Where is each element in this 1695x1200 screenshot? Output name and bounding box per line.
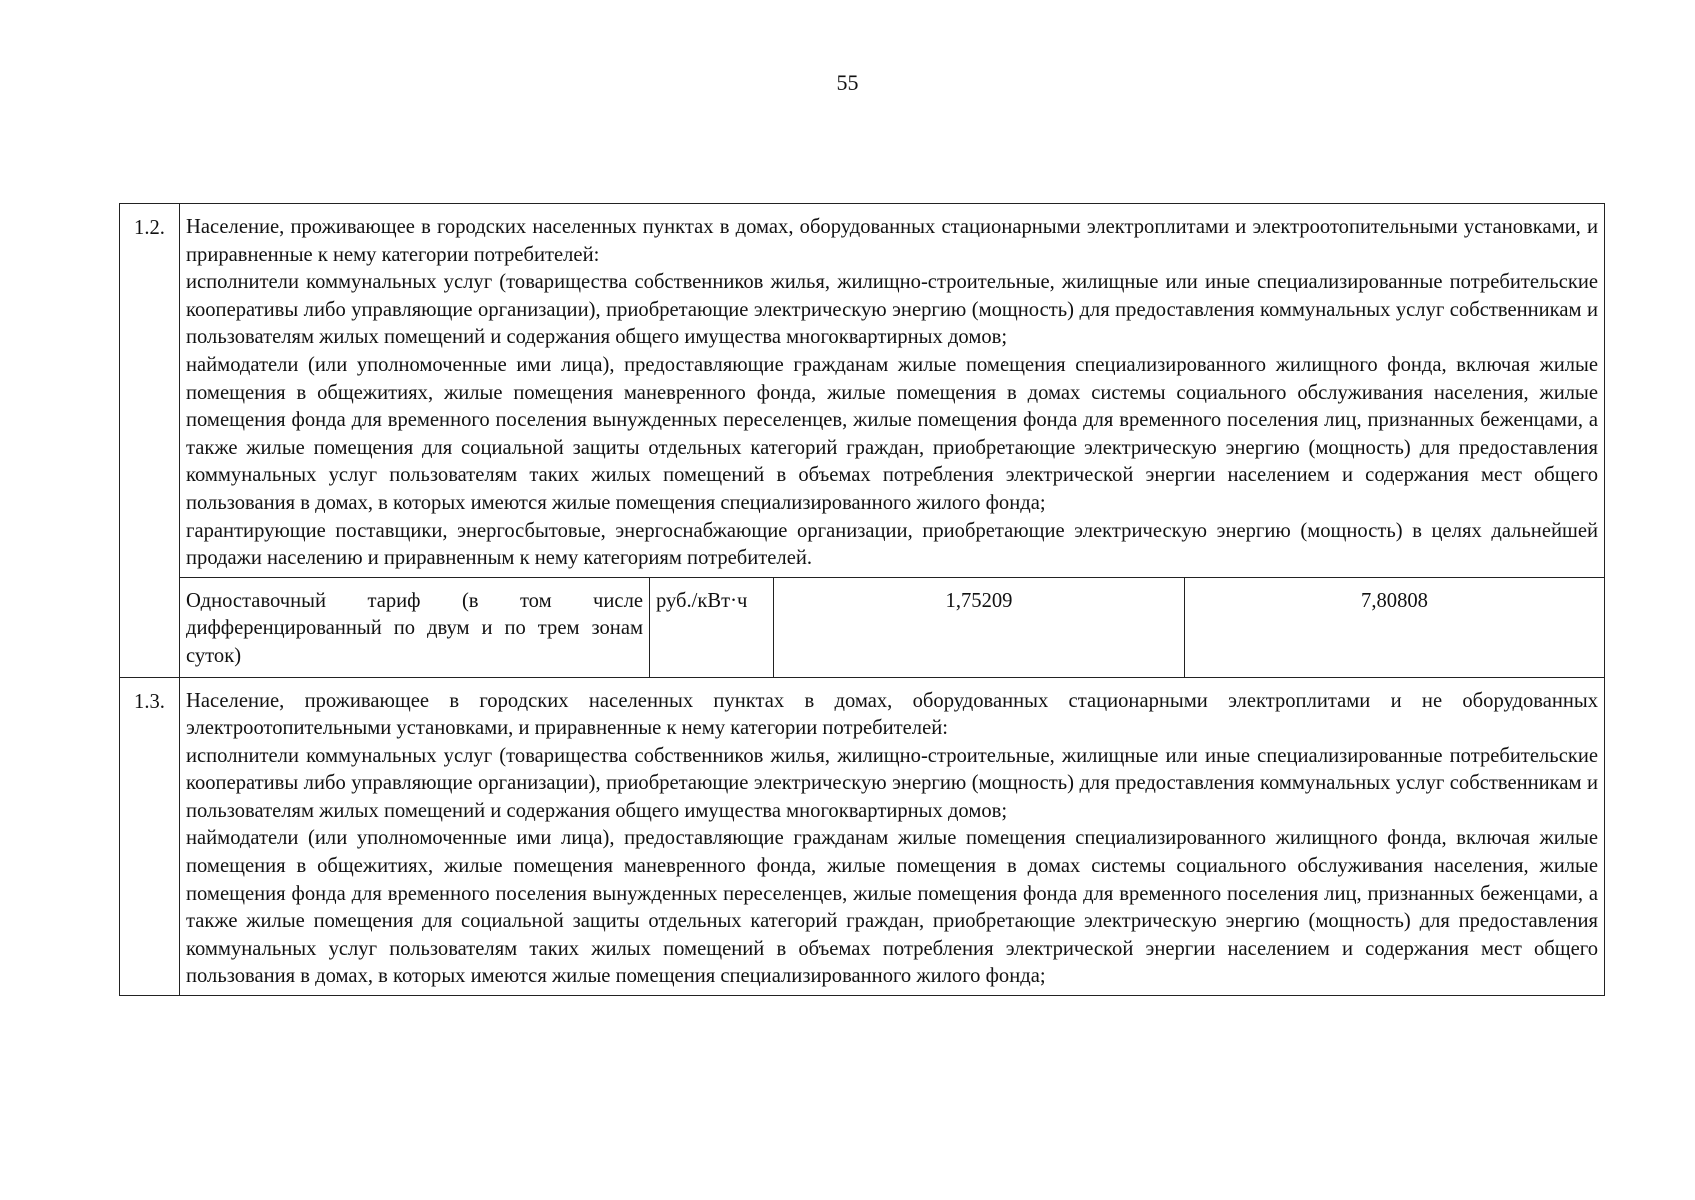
row-1-2-description <box>120 204 1605 578</box>
description-paragraph: исполнители коммунальных услуг (товарищества собственников жилья, жилищно-строительные, жилищные или иные специализированные потребительские кооперативы либо управляющие организации), приобретающие электрическую энергию (мощность) для предоставления коммунальных услуг собственникам и пользователям жилых помещений и содержания общего имущества многоквартирных домов; <box>186 744 1599 822</box>
row-1-2-tariff <box>120 577 1605 677</box>
tariff-value-1: 1,75209 <box>774 577 1185 677</box>
tariff-name: Одноставочный тариф (в том числе дифференцированный по двум и по трем зонам суток) <box>180 577 650 677</box>
page-number: 55 <box>836 70 859 95</box>
tariff-table <box>119 203 1605 996</box>
tariff-unit: руб./кВт·ч <box>650 577 774 677</box>
row-number: 1.2. <box>120 204 180 678</box>
description-paragraph: Население, проживающее в городских населенных пунктах в домах, оборудованных стационарными электроплитами и электроотопительными установками, и приравненные к нему категории потребителей: <box>186 216 1599 266</box>
category-description <box>180 204 1605 578</box>
description-paragraph: наймодатели (или уполномоченные ими лица), предоставляющие гражданам жилые помещения специализированного жилищного фонда, включая жилые помещения в общежитиях, жилые помещения маневренного фонда, жилые помещения в домах системы социального обслуживания населения, жилые помещения фонда для временного поселения вынужденных переселенцев, жилые помещения фонда для временного поселения лиц, признанных беженцами, а также жилые помещения для социальной защиты отдельных категорий граждан, приобретающие электрическую энергию (мощность) для предоставления коммунальных услуг пользователям таких жилых помещений в объемах потребления электрической энергии населением и содержания мест общего пользования в домах, в которых имеются жилые помещения специализированного жилого фонда; <box>186 353 1599 514</box>
category-description <box>180 677 1605 996</box>
description-paragraph: гарантирующие поставщики, энергосбытовые, энергоснабжающие организации, приобретающие электрическую энергию (мощность) в целях дальнейшей продажи населению и приравненным к нему категориям потребителей. <box>186 519 1599 570</box>
description-paragraph: Население, проживающее в городских населенных пунктах в домах, оборудованных стационарными электроплитами и не оборудованных электроотопительными установками, и приравненные к нему категории потребителей: <box>186 689 1599 740</box>
description-paragraph: исполнители коммунальных услуг (товарищества собственников жилья, жилищно-строительные, жилищные или иные специализированные потребительские кооперативы либо управляющие организации), приобретающие электрическую энергию (мощность) для предоставления коммунальных услуг собственникам и пользователям жилых помещений и содержания общего имущества многоквартирных домов; <box>186 271 1599 349</box>
row-1-3-description <box>120 677 1605 996</box>
tariff-value-2: 7,80808 <box>1185 577 1605 677</box>
row-number: 1.3. <box>120 677 180 996</box>
description-paragraph: наймодатели (или уполномоченные ими лица), предоставляющие гражданам жилые помещения специализированного жилищного фонда, включая жилые помещения в общежитиях, жилые помещения маневренного фонда, жилые помещения в домах системы социального обслуживания населения, жилые помещения фонда для временного поселения вынужденных переселенцев, жилые помещения фонда для временного поселения лиц, признанных беженцами, а также жилые помещения для социальной защиты отдельных категорий граждан, приобретающие электрическую энергию (мощность) для предоставления коммунальных услуг пользователям таких жилых помещений в объемах потребления электрической энергии населением и содержания мест общего пользования в домах, в которых имеются жилые помещения специализированного жилого фонда; <box>186 827 1599 988</box>
